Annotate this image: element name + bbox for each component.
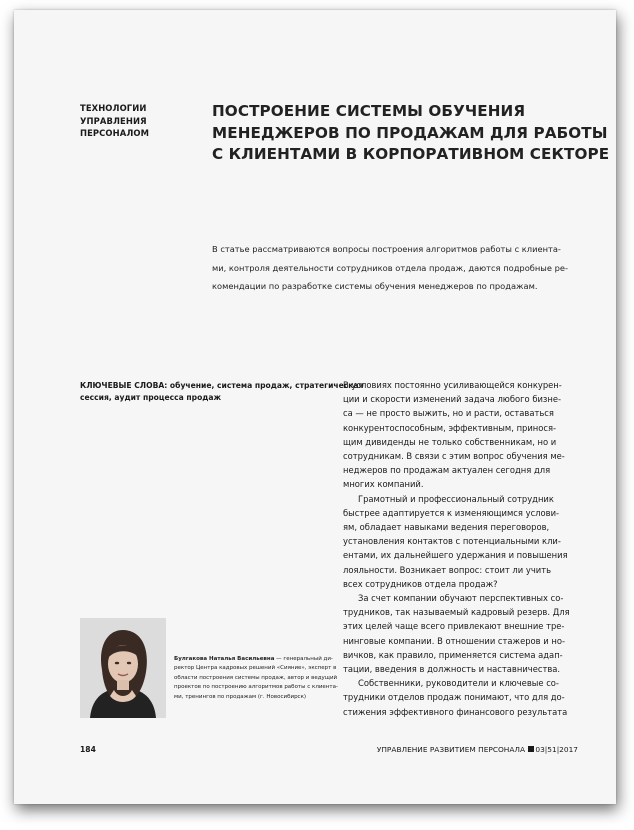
journal-footer: [377, 745, 578, 754]
body-line: стижения эффективного финансового результата: [343, 706, 568, 717]
author-role: — генеральный ди-: [274, 656, 333, 662]
body-line: этих целей чаще всего привлекают внешние тре-: [343, 621, 565, 632]
author-portrait-image: [80, 618, 166, 718]
keywords-line: сессия, аудит процесса продаж: [80, 393, 222, 402]
section-line: ПЕРСОНАЛОМ: [80, 128, 150, 138]
author-line: ми, тренингов по продажам (г. Новосибирск): [174, 693, 307, 700]
author-info: [174, 655, 338, 702]
author-line: ректор Центра кадровых решений «Сияние», эксперт в: [174, 665, 337, 672]
author-line: [174, 655, 338, 664]
section-line: ТЕХНОЛОГИИ: [80, 103, 147, 113]
abstract-line: В статье рассматриваются вопросы построения алгоритмов работы с клиента-: [212, 244, 561, 254]
section-heading: [80, 102, 149, 140]
body-line: ям, обладает навыками ведения переговоров,: [343, 522, 550, 533]
journal-name: УПРАВЛЕНИЕ РАЗВИТИЕМ ПЕРСОНАЛА: [376, 745, 526, 754]
body-line: тации, введения в должность и наставничества.: [343, 664, 561, 675]
body-line: сотрудникам. В связи с этим вопрос обучения ме-: [343, 451, 565, 462]
body-line: многих компаний.: [343, 479, 424, 490]
page-number: 184: [80, 745, 96, 754]
body-line: Грамотный и профессиональный сотрудник: [358, 493, 554, 504]
title-line: ПОСТРОЕНИЕ СИСТЕМЫ ОБУЧЕНИЯ: [212, 102, 526, 120]
body-line: ции и скорости изменений задача любого бизне-: [343, 394, 562, 405]
body-line: конкурентоспособным, эффективным, принося-: [343, 422, 557, 433]
body-line: За счет компании обучают перспективных со-: [358, 593, 564, 604]
abstract-line: комендации по разработке системы обучения менеджеров по продажам.: [212, 281, 538, 291]
article-title: [212, 101, 609, 166]
title-line: МЕНЕДЖЕРОВ ПО ПРОДАЖАМ ДЛЯ РАБОТЫ: [212, 123, 608, 142]
body-line: Собственники, руководители и ключевые со-: [358, 678, 559, 689]
author-name: Булгакова Наталья Васильевна: [174, 656, 275, 662]
body-line: вичков, как правило, применяется система адап-: [343, 649, 563, 660]
article-body: [343, 378, 570, 719]
keywords-line: КЛЮЧЕВЫЕ СЛОВА: обучение, система продаж, стратегическая: [80, 381, 364, 390]
body-line: ентами, их дальнейшего удержания и повышения: [343, 550, 568, 561]
article-abstract: [212, 240, 568, 296]
body-line: всех сотрудников отдела продаж?: [343, 578, 498, 589]
section-line: УПРАВЛЕНИЯ: [80, 115, 147, 126]
journal-issue: 03|51|2017: [535, 745, 578, 754]
abstract-line: ми, контроля деятельности сотрудников отдела продаж, даются подробные ре-: [212, 262, 568, 273]
author-photo: [80, 618, 166, 718]
body-line: лояльности. Возникает вопрос: стоит ли учить: [343, 564, 552, 575]
body-line: В условиях постоянно усиливающейся конкурен-: [343, 380, 562, 390]
body-line: быстрее адаптируется к изменяющимся услови-: [343, 507, 560, 518]
square-separator-icon: [528, 746, 534, 752]
body-line: щим дивиденды не только собственникам, но и: [343, 436, 557, 447]
body-line: нинговые компании. В отношении стажеров и но-: [343, 635, 566, 646]
body-line: са — не просто выжить, но и расти, оставаться: [343, 408, 554, 419]
body-line: неджеров по продажам актуален сегодня для: [343, 465, 551, 476]
keywords: [80, 380, 364, 404]
journal-page: [14, 10, 616, 804]
title-line: С КЛИЕНТАМИ В КОРПОРАТИВНОМ СЕКТОРЕ: [212, 145, 610, 163]
author-line: области построения системы продаж, автор и ведущий: [174, 674, 338, 681]
body-line: трудники отделов продаж понимают, что для до-: [343, 692, 565, 703]
body-line: трудников, так называемый кадровый резерв. Для: [343, 607, 570, 618]
author-line: проектов по построению алгоритмов работы с клиента-: [174, 684, 338, 691]
body-line: установления контактов с потенциальными кли-: [343, 536, 561, 547]
